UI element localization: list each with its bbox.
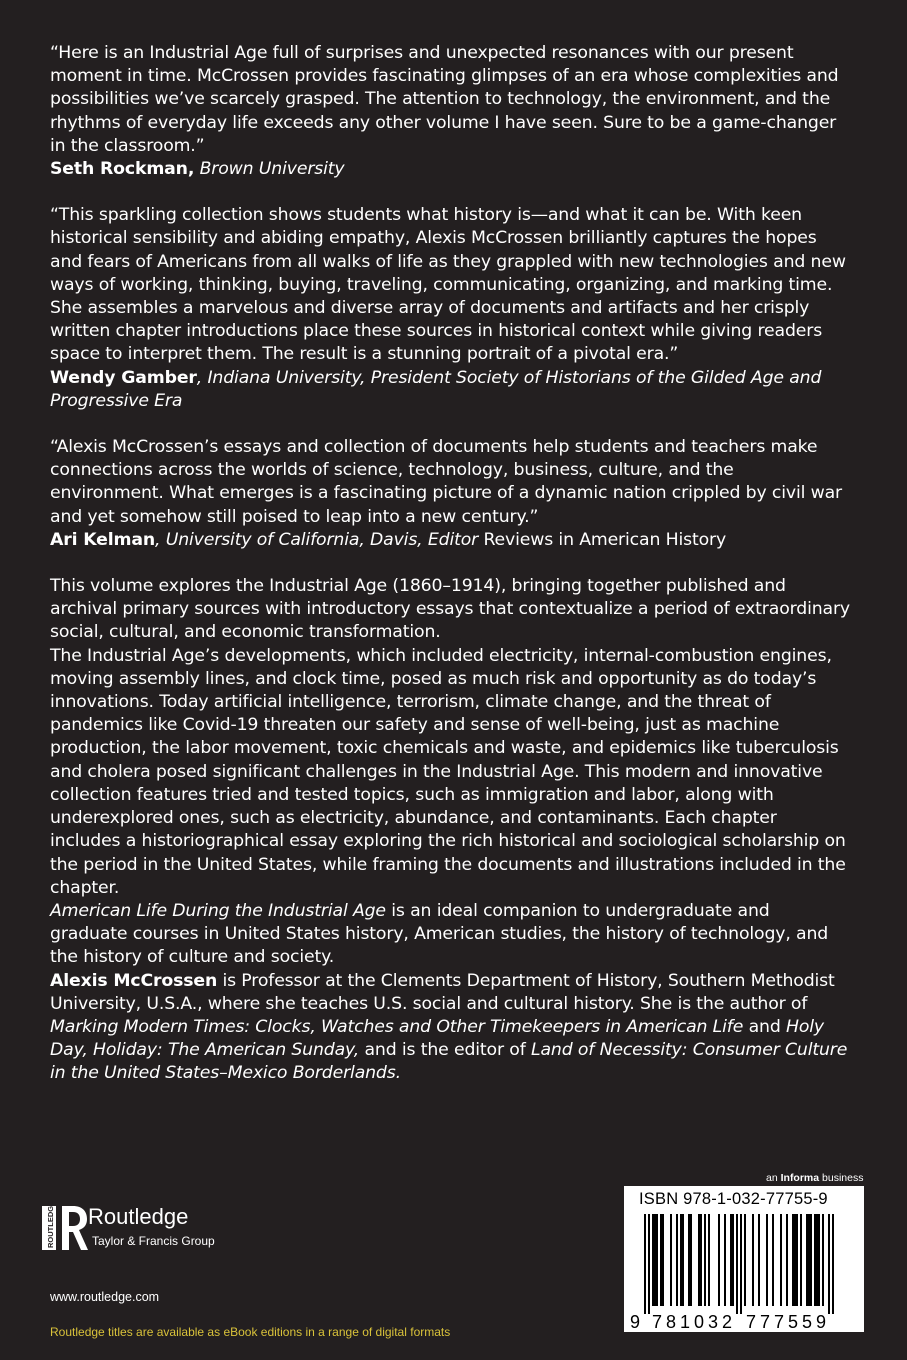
author-book-1: Marking Modern Times: Clocks, Watches and Other Timekeepers in American Life [50, 1016, 744, 1037]
barcode-bar [772, 1214, 774, 1306]
isbn-barcode [624, 1186, 864, 1332]
barcode-bar [810, 1214, 812, 1306]
barcode-digit: 8 [666, 1312, 677, 1332]
barcode-bar [662, 1214, 664, 1306]
barcode-bar [700, 1214, 702, 1306]
reviewer-affiliation: Brown University [199, 159, 345, 180]
author-book-3: Land of Necessity: Consumer Culture in the United States–Mexico Borderlands. [50, 1040, 848, 1084]
barcode-bar [786, 1214, 788, 1306]
informa-business-label: an Informa business [766, 1172, 864, 1184]
barcode-bar [822, 1214, 824, 1306]
barcode-digit: 7 [652, 1312, 663, 1332]
barcode-bar [744, 1214, 746, 1306]
barcode-bar [792, 1214, 794, 1306]
testimonial-quote: “Alexis McCrossen’s essays and collection of documents help students and teachers make connections across the worlds of science, technology, business, culture, and the environment. What emerges is a fascinating picture of a dynamic nation crippled by civil war and yet somehow still poised to leap into a new century.” [50, 437, 843, 527]
isbn-label: ISBN 978-1-032-77755-9 [639, 1190, 828, 1208]
barcode-digit: 7 [760, 1312, 771, 1332]
testimonial-attribution [50, 529, 850, 552]
barcode-digit: 0 [694, 1312, 705, 1332]
barcode-bar [808, 1214, 810, 1306]
barcode-bar [670, 1214, 672, 1306]
barcode-bar [652, 1214, 654, 1306]
description-paragraph-3: American Life During the Industrial Age is an ideal companion to undergraduate and graduate courses in United States history, American studies, the history of technology, and the history of culture and society. [50, 900, 829, 968]
ebook-availability-note: Routledge titles are available as eBook editions in a range of digital formats [50, 1325, 451, 1339]
barcode-digit: 2 [722, 1312, 733, 1332]
barcode-bar [660, 1214, 662, 1306]
barcode-digits [624, 1312, 864, 1332]
testimonial-1 [50, 42, 850, 181]
barcode-bar [688, 1214, 690, 1306]
barcode-bar [724, 1214, 726, 1306]
barcode-bar [752, 1214, 754, 1306]
barcode-digit: 3 [708, 1312, 719, 1332]
barcode-bar [644, 1214, 646, 1314]
barcode-bar [740, 1214, 742, 1314]
barcode-bar [704, 1214, 706, 1306]
barcode-digit: 1 [680, 1312, 691, 1332]
barcode-bar [832, 1214, 834, 1314]
barcode-bar [758, 1214, 760, 1306]
author-name: Alexis McCrossen [50, 970, 218, 991]
book-title: American Life During the Industrial Age [50, 900, 386, 921]
barcode-bar [828, 1214, 830, 1314]
testimonial-quote: “This sparkling collection shows students what history is—and what it can be. With keen historical sensibility and abiding empathy, Alexis McCrossen brilliantly captures the hopes and fears of Americans from all walks of life as they grappled with new technologies and new ways of working, thinking, buying, traveling, communicating, organizing, and marking time. She assembles a marvelous and diverse array of documents and artifacts and her crisply written chapter introductions place these sources in historical context while giving readers space to interpret them. The result is a stunning portrait of a pivotal era.” [50, 205, 846, 365]
barcode-bar [794, 1214, 796, 1306]
description-paragraph-2: The Industrial Age’s developments, which included electricity, internal-combustion engines, moving assembly lines, and clock time, posed as much risk and opportunity as do today’s innovations. Today artificial intelligence, terrorism, climate change, and the threat of pandemics like Covid-19 threaten our safety and sense of well-being, just as machine production, the labor movement, toxic chemicals and waste, and epidemics like tuberculosis and cholera posed significant challenges in the Industrial Age. This modern and innovative collection features tried and tested topics, such as immigration and labor, along with underexplored ones, such as electricity, abundance, and contaminants. Each chapter includes a historiographical essay exploring the rich historical and sociological scholarship on the period in the United States, while framing the documents and illustrations included in the chapter. [50, 645, 846, 898]
barcode-digit: 5 [788, 1312, 799, 1332]
barcode-bar [732, 1214, 734, 1306]
reviewer-name: Seth Rockman, [50, 159, 195, 180]
barcode-bar [816, 1214, 818, 1306]
publisher-name: Routledge [88, 1204, 189, 1229]
barcode-bar [814, 1214, 816, 1306]
barcode-bar [766, 1214, 768, 1306]
testimonial-3 [50, 436, 850, 552]
barcode-bar [806, 1214, 808, 1306]
barcode-bar [690, 1214, 692, 1306]
back-cover-text [50, 42, 850, 1086]
barcode-bar [736, 1214, 738, 1314]
barcode-bar [680, 1214, 682, 1306]
description-paragraph-1: This volume explores the Industrial Age (1860–1914), bringing together published and archival primary sources with introductory essays that contextualize a period of extraordinary social, cultural, and economic transformation. [50, 576, 851, 643]
publisher-url[interactable]: www.routledge.com [50, 1290, 160, 1304]
author-book-2: Holy Day, Holiday: The American Sunday, [50, 1016, 824, 1061]
barcode-bar [656, 1214, 658, 1306]
reviewer-name: Wendy Gamber [50, 367, 197, 388]
testimonial-quote: “Here is an Industrial Age full of surprises and unexpected resonances with our present moment in time. McCrossen provides fascinating glimpses of an era whose complexities and possibilities we’ve scarcely grasped. The attention to technology, the environment, and the rhythms of everyday life exceeds any other volume I have seen. Sure to be a game-changer in the classroom.” [50, 43, 839, 156]
barcode-bar [796, 1214, 798, 1306]
author-bio: Alexis McCrossen is Professor at the Clements Department of History, Southern Methodist University, U.S.A., where she teaches U.S. social and cultural history. She is the author of Marking Modern Times: Clocks, Watches and Other Timekeepers in American Life and Holy Day, Holiday: The American Sunday, and is the editor of Land of Necessity: Consumer Culture in the United States–Mexico Borderlands. [50, 970, 848, 1084]
barcode-digit: 7 [774, 1312, 785, 1332]
barcode-bar [780, 1214, 782, 1306]
barcode-bar [708, 1214, 710, 1306]
reviewer-affiliation: , Indiana University, President Society of Historians of the Gilded Age and Progressive Era [50, 367, 822, 411]
publisher-group: Taylor & Francis Group [92, 1234, 215, 1248]
barcode-bar [698, 1214, 700, 1306]
barcode-digit: 9 [630, 1312, 641, 1332]
testimonial-2 [50, 204, 850, 413]
reviewer-name: Ari Kelman [50, 529, 156, 550]
barcode-bar [800, 1214, 802, 1306]
reviewer-affiliation: , University of California, Davis, Editor [155, 529, 479, 550]
barcode-bar [718, 1214, 720, 1306]
barcode-bar [818, 1214, 820, 1306]
testimonial-attribution [50, 158, 850, 181]
barcode-bar [648, 1214, 650, 1314]
barcode-bars [644, 1214, 844, 1314]
logo-vertical-text: ROUTLEDGE [46, 1200, 55, 1248]
barcode-bar [730, 1214, 732, 1306]
barcode-digit: 9 [816, 1312, 827, 1332]
barcode-bar [676, 1214, 678, 1306]
journal-title: Reviews in American History [478, 529, 727, 550]
barcode-bar [682, 1214, 684, 1306]
barcode-bar [654, 1214, 656, 1306]
testimonial-attribution [50, 367, 850, 413]
barcode-digit: 5 [802, 1312, 813, 1332]
barcode-digit: 7 [746, 1312, 757, 1332]
